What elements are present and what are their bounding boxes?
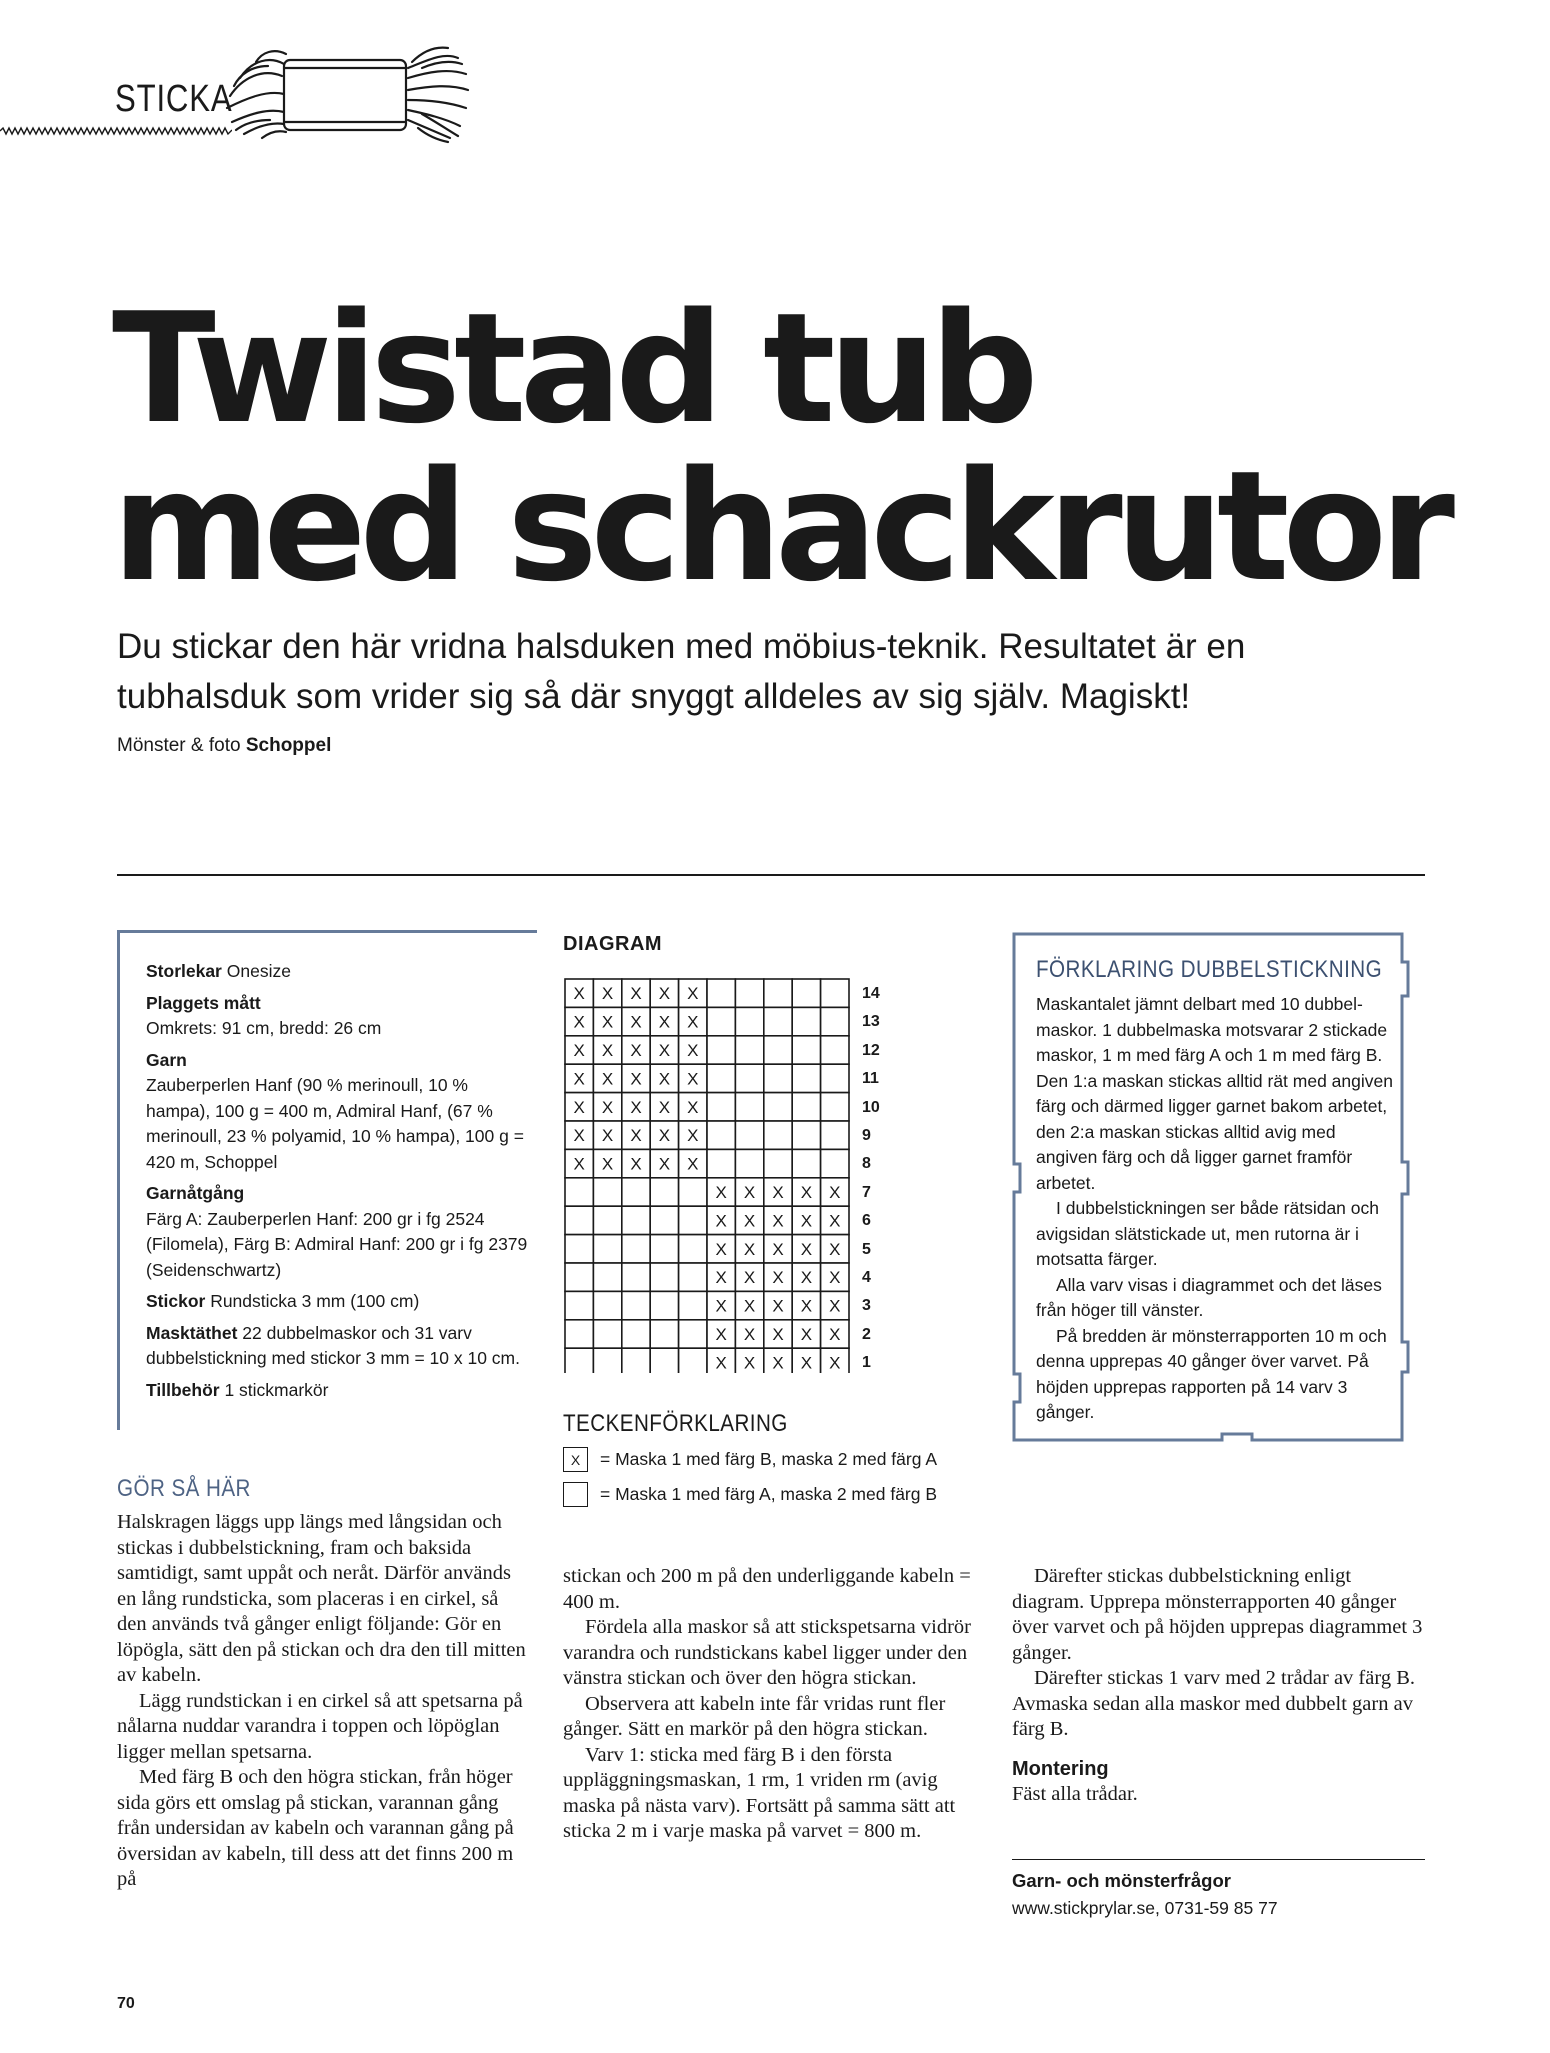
paragraph: I dubbelstickningen ser både rätsidan och avigsidan slätstickade ut, men rutorna är i motsatta färger. — [1036, 1198, 1379, 1269]
chart-cell — [565, 1291, 593, 1319]
chart-x-mark: X — [743, 1211, 756, 1231]
chart-cell — [792, 1064, 820, 1092]
contact-divider — [1012, 1859, 1425, 1860]
chart-x-mark: X — [687, 1126, 699, 1146]
paragraph: Maskantalet jämnt delbart med 10 dubbelmaskor. 1 dubbelmaska motsvarar 2 stickade maskor, 1 m med färg A och 1 m med färg B. Den 1:a maskan stickas alltid rät med angiven färg och därmed ligger garnet bakom arbetet, den 2:a maskan stickas alltid avig med angiven färg och då ligger garnet framför arbetet. — [1036, 994, 1393, 1193]
chart-row-number: 6 — [862, 1212, 871, 1230]
paragraph: Halskragen läggs upp längs med långsidan och stickas i dubbelstickning, fram och baksida samtidigt, samt uppåt och neråt. Därför används en lång rundsticka, som placeras i en cirkel, så den används två gånger enligt följande: Gör en löpögla, sätt den på stickan och dra den till mitten av kabeln. — [117, 1511, 526, 1686]
chart-x-mark: X — [715, 1353, 727, 1373]
lead-paragraph: Du stickar den här vridna halsduken med möbius-teknik. Resultatet är en tubhalsduk som vrider sig så där snyggt alldeles av sig själv. Magiskt! — [117, 627, 1246, 716]
chart-x-mark: X — [829, 1325, 841, 1344]
chart-cell — [622, 1206, 650, 1234]
chart-cell — [707, 1036, 735, 1064]
chart-cell — [764, 979, 792, 1007]
chart-row-number: 1 — [862, 1354, 871, 1372]
chart-cell — [593, 1206, 621, 1234]
chart-row-number: 13 — [862, 1013, 880, 1031]
chart-x-mark: X — [772, 1353, 784, 1373]
chart-cell — [707, 979, 735, 1007]
chart-x-mark: X — [743, 1239, 756, 1259]
section-label: STICKA — [115, 78, 233, 120]
info-value: Omkrets: 91 cm, bredd: 26 cm — [146, 1018, 382, 1038]
chart-cell — [707, 1007, 735, 1035]
chart-x-mark: X — [601, 1154, 614, 1174]
chart-x-mark: X — [658, 1154, 671, 1174]
info-key: Masktäthet — [146, 1322, 238, 1343]
chart-x-mark: X — [743, 1268, 756, 1288]
chart-row-number: 8 — [862, 1155, 871, 1173]
chart-x-mark: X — [800, 1353, 813, 1373]
info-key: Plaggets mått — [146, 992, 261, 1013]
instructions-column-2 — [563, 1564, 983, 1845]
chart-x-mark: X — [687, 1154, 699, 1174]
info-row — [146, 1289, 537, 1315]
paragraph: Lägg rundstickan i en cirkel så att spetsarna på nålarna nuddar varandra i toppen och löpöglan ligger mellan spetsarna. — [117, 1689, 523, 1763]
chart-x-mark: X — [715, 1296, 727, 1316]
chart-cell — [764, 1121, 792, 1149]
chart-row-number: 12 — [862, 1041, 880, 1059]
paragraph: Observera att kabeln inte får vridas runt fler gånger. Sätt en markör på den högra stickan. — [563, 1692, 946, 1740]
chart-x-mark: X — [630, 1154, 642, 1174]
chart-x-mark: X — [630, 1126, 642, 1146]
chart-x-mark: X — [715, 1325, 727, 1344]
chart-cell — [792, 1093, 820, 1121]
legend-item-x — [563, 1447, 937, 1472]
chart-cell — [593, 1235, 621, 1263]
chart-cell — [565, 1206, 593, 1234]
montering-text: Fäst alla trådar. — [1012, 1783, 1138, 1805]
chart-x-mark: X — [687, 1069, 699, 1089]
pattern-info-box — [117, 930, 537, 1430]
info-key: Stickor — [146, 1291, 206, 1311]
chart-cell — [735, 1121, 763, 1149]
chart-cell — [650, 1320, 678, 1348]
title-line-2: med schackrutor — [112, 438, 1448, 615]
instructions-title: GÖR SÅ HÄR — [117, 1475, 251, 1502]
chart-cell — [679, 1235, 707, 1263]
paragraph: Fördela alla maskor så att stickspetsarna vidrör varandra och rundstickans kabel ligger under den vänstra stickan och över den högra stickan. — [563, 1616, 971, 1689]
chart-cell — [622, 1291, 650, 1319]
chart-cell — [735, 979, 763, 1007]
header-zigzag-rule — [0, 126, 232, 136]
credit-line — [117, 735, 331, 757]
chart-x-mark: X — [630, 1069, 642, 1089]
chart-cell — [707, 1121, 735, 1149]
knitting-chart — [563, 977, 853, 1373]
paragraph: Med färg B och den högra stickan, från höger sida görs ett omslag på stickan, varannan gång från undersidan av kabeln och varannan gång på översidan av kabeln, till dess att det finns 200 m på — [117, 1766, 514, 1890]
instructions-column-3-text — [1012, 1564, 1427, 1743]
info-value: 1 stickmarkör — [219, 1379, 329, 1400]
chart-cell — [764, 1007, 792, 1035]
chart-cell — [821, 1007, 849, 1035]
chart-row-number: 3 — [862, 1297, 871, 1315]
chart-cell — [622, 1348, 650, 1373]
chart-cell — [650, 1263, 678, 1291]
chart-cell — [565, 1235, 593, 1263]
chart-x-mark: X — [573, 1154, 585, 1174]
contact-value: www.stickprylar.se, 0731-59 85 77 — [1012, 1898, 1278, 1918]
chart-x-mark: X — [601, 1012, 614, 1032]
title-line-1: Twistad tub — [112, 280, 1032, 457]
chart-cell — [821, 1149, 849, 1177]
chart-cell — [679, 1320, 707, 1348]
chart-cell — [650, 1348, 678, 1373]
chart-cell — [565, 1320, 593, 1348]
info-value: Färg A: Zauberperlen Hanf: 200 gr i fg 2524 (Filomela), Färg B: Admiral Hanf: 200 gr i fg 2379 (Seidenschwartz) — [146, 1208, 528, 1280]
chart-x-mark: X — [658, 1041, 671, 1060]
info-value: Zauberperlen Hanf (90 % merinoull, 10 % hampa), 100 g = 400 m, Admiral Hanf, (67 % merinoull, 23 % polyamid, 10 % hampa), 100 g = 420 m, Schoppel — [146, 1075, 524, 1172]
credit-prefix: Mönster & foto — [117, 735, 241, 756]
chart-x-mark: X — [743, 1353, 756, 1373]
chart-x-mark: X — [829, 1211, 841, 1231]
top-divider — [117, 874, 1425, 876]
chart-cell — [679, 1263, 707, 1291]
chart-x-mark: X — [658, 1069, 671, 1089]
paragraph: Alla varv visas i diagrammet och det läses från höger till vänster. — [1036, 1274, 1382, 1320]
chart-row-number: 9 — [862, 1127, 871, 1144]
chart-cell — [821, 979, 849, 1007]
chart-cell — [764, 1036, 792, 1064]
legend-item-blank — [563, 1482, 937, 1507]
double-knitting-title: FÖRKLARING DUBBELSTICKNING — [1036, 956, 1383, 983]
chart-x-mark: X — [601, 984, 614, 1004]
chart-x-mark: X — [800, 1211, 813, 1231]
chart-cell — [622, 1178, 650, 1206]
chart-x-mark: X — [743, 1296, 756, 1316]
chart-cell — [565, 1348, 593, 1373]
chart-x-mark: X — [715, 1183, 727, 1202]
info-row — [146, 1048, 537, 1176]
chart-x-mark: X — [829, 1353, 841, 1373]
info-row — [146, 1181, 537, 1283]
legend-title: TECKENFÖRKLARING — [563, 1410, 788, 1437]
chart-x-mark: X — [658, 1012, 671, 1032]
info-value: 22 dubbelmaskor och 31 varv dubbelstickning med stickor 3 mm = 10 x 10 cm. — [146, 1322, 520, 1368]
chart-x-mark: X — [772, 1239, 784, 1259]
paragraph: stickan och 200 m på den underliggande kabeln = 400 m. — [563, 1565, 971, 1613]
chart-x-mark: X — [829, 1268, 841, 1288]
chart-x-mark: X — [715, 1211, 727, 1231]
info-value: Rundsticka 3 mm (100 cm) — [205, 1291, 420, 1311]
chart-x-mark: X — [772, 1296, 784, 1316]
chart-x-mark: X — [772, 1268, 784, 1288]
chart-cell — [650, 1235, 678, 1263]
chart-x-mark: X — [630, 1012, 642, 1032]
instructions-column-1 — [117, 1510, 529, 1893]
paragraph: På bredden är mönsterrapporten 10 m och denna upprepas 40 gånger över varvet. På höjden upprepas rapporten på 14 varv 3 gånger. — [1036, 1325, 1387, 1422]
instructions-column-3 — [1012, 1564, 1427, 1808]
info-row — [146, 1378, 537, 1404]
chart-cell — [764, 1093, 792, 1121]
chart-x-mark: X — [687, 1041, 699, 1060]
legend-x-symbol: X — [563, 1447, 588, 1472]
chart-x-mark: X — [573, 984, 585, 1004]
chart-cell — [792, 1149, 820, 1177]
info-key: Garn — [146, 1049, 187, 1070]
info-row — [146, 959, 537, 985]
chart-cell — [792, 1036, 820, 1064]
chart-x-mark: X — [772, 1211, 784, 1231]
chart-x-mark: X — [829, 1183, 841, 1202]
chart-x-mark: X — [715, 1268, 727, 1288]
legend-blank-symbol — [563, 1482, 588, 1507]
chart-x-mark: X — [658, 984, 671, 1004]
chart-row-number: 7 — [862, 1183, 871, 1201]
chart-cell — [679, 1348, 707, 1373]
legend-blank-text: = Maska 1 med färg A, maska 2 med färg B — [600, 1484, 938, 1504]
paragraph: Därefter stickas dubbelstickning enligt diagram. Upprepa mönsterrapporten 40 gånger över varvet och på höjden upprepas diagrammet 3 gånger. — [1012, 1565, 1423, 1664]
chart-cell — [650, 1291, 678, 1319]
double-knitting-text — [1036, 992, 1398, 1426]
chart-row-number: 11 — [862, 1070, 879, 1088]
diagram-label: DIAGRAM — [563, 933, 663, 955]
chart-x-mark: X — [687, 1097, 699, 1117]
info-key: Storlekar — [146, 961, 222, 981]
double-knitting-box — [1012, 932, 1412, 1444]
chart-cell — [821, 1036, 849, 1064]
chart-cell — [593, 1291, 621, 1319]
chart-row-number: 4 — [862, 1269, 871, 1286]
chart-cell — [735, 1036, 763, 1064]
chart-cell — [735, 1093, 763, 1121]
chart-x-mark: X — [772, 1183, 784, 1202]
chart-cell — [679, 1291, 707, 1319]
chart-x-mark: X — [573, 1069, 585, 1089]
chart-cell — [707, 1064, 735, 1092]
chart-x-mark: X — [573, 1097, 585, 1117]
chart-x-mark: X — [800, 1296, 813, 1316]
chart-x-mark: X — [573, 1126, 585, 1146]
chart-cell — [707, 1149, 735, 1177]
chart-x-mark: X — [800, 1183, 813, 1202]
montering-title: Montering — [1012, 1757, 1109, 1780]
yarn-skein-icon — [222, 38, 472, 148]
info-key: Tillbehör — [146, 1379, 220, 1400]
chart-x-mark: X — [829, 1239, 841, 1259]
chart-cell — [650, 1178, 678, 1206]
chart-cell — [593, 1178, 621, 1206]
chart-cell — [593, 1348, 621, 1373]
chart-x-mark: X — [800, 1239, 813, 1259]
chart-cell — [593, 1263, 621, 1291]
chart-cell — [565, 1178, 593, 1206]
chart-row-number: 10 — [862, 1098, 880, 1116]
chart-x-mark: X — [687, 1012, 699, 1032]
chart-row-number: 5 — [862, 1240, 871, 1258]
info-value: Onesize — [221, 961, 291, 981]
chart-cell — [792, 979, 820, 1007]
chart-x-mark: X — [573, 1041, 585, 1060]
chart-x-mark: X — [658, 1097, 671, 1117]
chart-x-mark: X — [743, 1325, 756, 1344]
credit-name: Schoppel — [245, 735, 332, 756]
info-row — [146, 991, 537, 1042]
chart-x-mark: X — [601, 1097, 614, 1117]
chart-x-mark: X — [715, 1239, 727, 1259]
page-number: 70 — [117, 1995, 135, 2012]
chart-x-mark: X — [630, 1097, 642, 1117]
chart-cell — [565, 1263, 593, 1291]
chart-cell — [735, 1007, 763, 1035]
chart-x-mark: X — [630, 984, 642, 1004]
chart-x-mark: X — [601, 1041, 614, 1060]
chart-x-mark: X — [772, 1325, 784, 1344]
info-row — [146, 1321, 537, 1372]
article-title — [112, 280, 1448, 615]
chart-cell — [821, 1093, 849, 1121]
chart-row-number: 14 — [862, 985, 880, 1002]
chart-cell — [735, 1149, 763, 1177]
chart-x-mark: X — [687, 984, 699, 1004]
chart-x-mark: X — [658, 1126, 671, 1146]
chart-cell — [821, 1121, 849, 1149]
chart-cell — [735, 1064, 763, 1092]
chart-x-mark: X — [829, 1296, 841, 1316]
paragraph: Varv 1: sticka med färg B i den första uppläggningsmaskan, 1 rm, 1 vriden rm (avig maska på nästa varv). Fortsätt på samma sätt att sticka 2 m i varje maska på varvet = 800 m. — [563, 1743, 956, 1842]
chart-cell — [764, 1149, 792, 1177]
chart-cell — [679, 1206, 707, 1234]
chart-cell — [821, 1064, 849, 1092]
chart-x-mark: X — [800, 1268, 813, 1288]
chart-x-mark: X — [630, 1041, 642, 1060]
chart-row-number: 2 — [862, 1325, 871, 1343]
chart-cell — [650, 1206, 678, 1234]
chart-cell — [622, 1320, 650, 1348]
chart-cell — [593, 1320, 621, 1348]
chart-cell — [679, 1178, 707, 1206]
chart-cell — [622, 1263, 650, 1291]
contact-title: Garn- och mönsterfrågor — [1012, 1870, 1231, 1891]
chart-cell — [792, 1121, 820, 1149]
chart-x-mark: X — [743, 1183, 756, 1202]
chart-cell — [622, 1235, 650, 1263]
info-key: Garnåtgång — [146, 1183, 245, 1203]
chart-cell — [792, 1007, 820, 1035]
legend-x-text: = Maska 1 med färg B, maska 2 med färg A — [600, 1449, 938, 1469]
chart-cell — [764, 1064, 792, 1092]
chart-x-mark: X — [601, 1069, 614, 1089]
paragraph: Därefter stickas 1 varv med 2 trådar av färg B. Avmaska sedan alla maskor med dubbelt garn av färg B. — [1012, 1667, 1415, 1740]
chart-cell — [707, 1093, 735, 1121]
chart-x-mark: X — [573, 1012, 585, 1032]
chart-x-mark: X — [800, 1325, 813, 1344]
chart-x-mark: X — [601, 1126, 614, 1146]
